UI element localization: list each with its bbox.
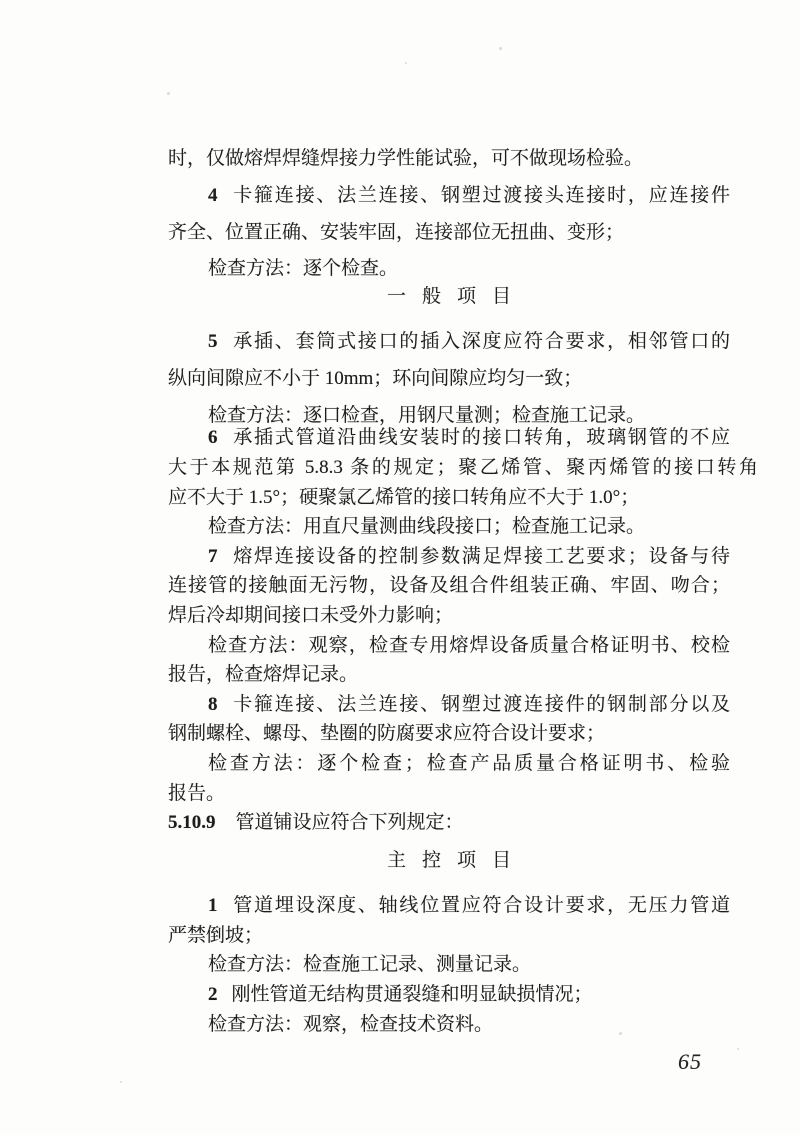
body-line: 钢制螺栓、螺母、垫圈的防腐要求应符合设计要求； — [168, 723, 606, 745]
body-line-item — [168, 980, 730, 1010]
clause-line — [168, 808, 730, 838]
line-text: 承插、套筒式接口的插入深度应符合要求，相邻管口的 — [231, 330, 730, 352]
clause-number: 5.10.9 — [168, 812, 216, 834]
page-number: 65 — [678, 1049, 702, 1074]
scan-speck — [499, 47, 502, 50]
line-text: 刚性管道无结构贯通裂缝和明显缺损情况； — [231, 984, 593, 1006]
body-line: 检查方法：逐个检查。 — [208, 258, 399, 280]
scan-speck — [405, 62, 407, 64]
section-heading-main-control: 主控项目 — [386, 849, 527, 871]
text-column — [168, 141, 758, 1039]
scan-speck — [167, 92, 170, 95]
item-number: 5 — [208, 330, 218, 352]
section-heading-general: 一般项目 — [386, 286, 527, 308]
item-number: 2 — [208, 984, 218, 1006]
item-number: 7 — [208, 545, 218, 567]
body-line: 纵向间隙应不小于 10mm；环向间隙应均匀一致； — [168, 367, 583, 389]
body-line: 连接管的接触面无污物，设备及组合件组装正确、牢固、吻合； — [168, 575, 730, 597]
body-line-item — [168, 324, 730, 361]
body-line: 检查方法：观察，检查技术资料。 — [208, 1013, 494, 1035]
body-line: 时，仅做熔焊焊缝焊接力学性能试验，可不做现场检验。 — [168, 148, 644, 169]
body-line-item — [168, 891, 730, 921]
line-text: 管道埋设深度、轴线位置应符合设计要求，无压力管道 — [231, 895, 730, 917]
item-number: 1 — [208, 895, 218, 917]
body-line: 严禁倒坡； — [168, 924, 264, 946]
body-line-item — [168, 423, 730, 453]
body-line: 焊后冷却期间接口未受外力影响； — [168, 604, 454, 626]
scan-speck — [120, 1081, 122, 1083]
body-line-item — [168, 690, 730, 720]
body-line-item — [168, 178, 730, 215]
line-text: 熔焊连接设备的控制参数满足焊接工艺要求；设备与待 — [231, 545, 730, 567]
body-line: 报告。 — [168, 782, 226, 804]
body-line: 检查方法：逐口检查，用钢尺量测；检查施工记录。 — [208, 404, 646, 426]
line-text: 卡箍连接、法兰连接、钢塑过渡连接件的钢制部分以及 — [231, 693, 730, 715]
line-text: 卡箍连接、法兰连接、钢塑过渡接头连接时，应连接件 — [231, 184, 730, 206]
body-line: 检查方法：检查施工记录、测量记录。 — [208, 954, 532, 976]
item-number: 4 — [208, 184, 218, 206]
body-line: 齐全、位置正确、安装牢固，连接部位无扭曲、变形； — [168, 221, 625, 243]
body-line: 检查方法：观察，检查专用熔焊设备质量合格证明书、校检 — [208, 634, 730, 656]
body-line: 大于本规范第 5.8.3 条的规定；聚乙烯管、聚丙烯管的接口转角 — [168, 456, 758, 478]
scan-speck — [737, 1048, 739, 1050]
body-line: 检查方法：逐个检查；检查产品质量合格证明书、检验 — [208, 752, 730, 774]
body-line: 检查方法：用直尺量测曲线段接口；检查施工记录。 — [208, 516, 646, 538]
body-line-item — [168, 542, 730, 572]
line-text: 管道铺设应符合下列规定： — [235, 812, 464, 834]
item-number: 8 — [208, 693, 218, 715]
item-number: 6 — [208, 427, 218, 449]
body-line: 报告，检查熔焊记录。 — [168, 664, 359, 686]
body-line: 应不大于 1.5°；硬聚氯乙烯管的接口转角应不大于 1.0°； — [168, 486, 640, 508]
line-text: 承插式管道沿曲线安装时的接口转角，玻璃钢管的不应 — [231, 427, 730, 449]
